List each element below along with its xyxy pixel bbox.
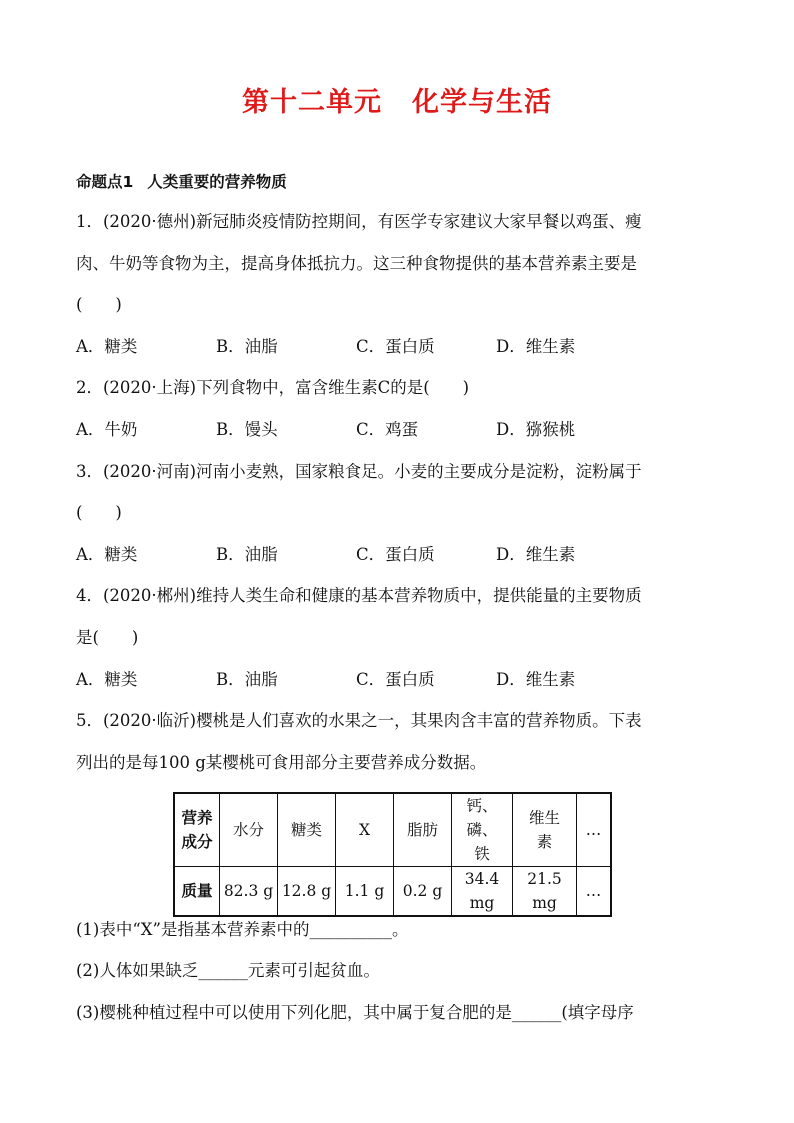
table-cell: 82.3 g xyxy=(220,867,278,917)
subquestion-1: (1)表中“X”是指基本营养素中的__________。 xyxy=(76,920,409,939)
table-cell xyxy=(513,793,577,867)
table-cell: 34.4 mg xyxy=(452,867,513,917)
option-b[interactable]: B．馒头 xyxy=(216,420,278,439)
cell-text: 钙、磷、 铁 xyxy=(466,797,498,863)
unit-number: 第十二单元 xyxy=(242,87,382,118)
option-a[interactable]: A．牛奶 xyxy=(76,420,138,439)
option-d[interactable]: D．维生素 xyxy=(496,670,576,689)
table-cell xyxy=(278,793,336,867)
question-3-line-2: ( ) xyxy=(76,503,122,522)
page-title xyxy=(0,80,794,119)
table-cell xyxy=(577,793,612,867)
question-2-line-1: 2．(2020·上海)下列食物中，富含维生素C的是( ) xyxy=(76,378,470,397)
option-a[interactable]: A．糖类 xyxy=(76,545,138,564)
table-cell xyxy=(452,793,513,867)
question-3-line-1: 3．(2020·河南)河南小麦熟，国家粮食足。小麦的主要成分是淀粉，淀粉属于 xyxy=(76,462,642,481)
cell-text: X xyxy=(358,821,371,839)
option-d[interactable]: D．维生素 xyxy=(496,545,576,564)
option-c[interactable]: C．鸡蛋 xyxy=(356,420,419,439)
table-header-row xyxy=(174,793,611,867)
cell-text: … xyxy=(585,821,602,839)
option-d[interactable]: D．猕猴桃 xyxy=(496,420,576,439)
subquestion-2: (2)人体如果缺乏______元素可引起贫血。 xyxy=(76,961,380,980)
question-1-line-1: 1．(2020·德州)新冠肺炎疫情防控期间，有医学专家建议大家早餐以鸡蛋、瘦 xyxy=(76,212,642,231)
table-cell xyxy=(336,793,394,867)
option-a[interactable]: A．糖类 xyxy=(76,670,138,689)
question-5-line-1: 5．(2020·临沂)樱桃是人们喜欢的水果之一，其果肉含丰富的营养物质。下表 xyxy=(76,711,642,730)
option-c[interactable]: C．蛋白质 xyxy=(356,545,435,564)
option-b[interactable]: B．油脂 xyxy=(216,670,278,689)
question-4-line-2: 是( ) xyxy=(76,628,139,647)
table-cell: 1.1 g xyxy=(336,867,394,917)
question-1-line-2: 肉、牛奶等食物为主，提高身体抵抗力。这三种食物提供的基本营养素主要是 xyxy=(76,254,637,273)
subquestion-3: (3)樱桃种植过程中可以使用下列化肥，其中属于复合肥的是______(填字母序 xyxy=(76,1003,634,1022)
option-a[interactable]: A．糖类 xyxy=(76,337,138,356)
question-1-options xyxy=(76,335,726,359)
section-text: 人类重要的营养物质 xyxy=(147,173,287,191)
cell-text: 脂肪 xyxy=(406,821,438,839)
table-cell: 0.2 g xyxy=(394,867,452,917)
section-heading xyxy=(76,170,726,194)
section-label: 命题点1 xyxy=(76,173,134,191)
cell-text: 营养 成分 xyxy=(181,809,213,851)
question-5-line-2: 列出的是每100 g某樱桃可食用部分主要营养成分数据。 xyxy=(76,753,487,772)
question-3-options xyxy=(76,543,726,567)
option-b[interactable]: B．油脂 xyxy=(216,337,278,356)
cell-text: 维生 素 xyxy=(528,809,560,851)
nutrition-table xyxy=(173,792,612,917)
question-4-line-1: 4．(2020·郴州)维持人类生命和健康的基本营养物质中，提供能量的主要物质 xyxy=(76,586,642,605)
question-4-options xyxy=(76,668,726,692)
table-cell: 质量 xyxy=(174,867,220,917)
option-c[interactable]: C．蛋白质 xyxy=(356,670,435,689)
option-d[interactable]: D．维生素 xyxy=(496,337,576,356)
cell-text: 糖类 xyxy=(290,821,322,839)
unit-topic: 化学与生活 xyxy=(412,87,552,118)
table-cell: 21.5 mg xyxy=(513,867,577,917)
table-cell xyxy=(394,793,452,867)
table-row xyxy=(174,867,611,917)
question-2-options xyxy=(76,418,726,442)
option-c[interactable]: C．蛋白质 xyxy=(356,337,435,356)
table-cell xyxy=(174,793,220,867)
table-cell: 12.8 g xyxy=(278,867,336,917)
question-1-line-3: ( ) xyxy=(76,295,122,314)
table-cell xyxy=(220,793,278,867)
option-b[interactable]: B．油脂 xyxy=(216,545,278,564)
table-cell: … xyxy=(577,867,612,917)
cell-text: 水分 xyxy=(232,821,264,839)
